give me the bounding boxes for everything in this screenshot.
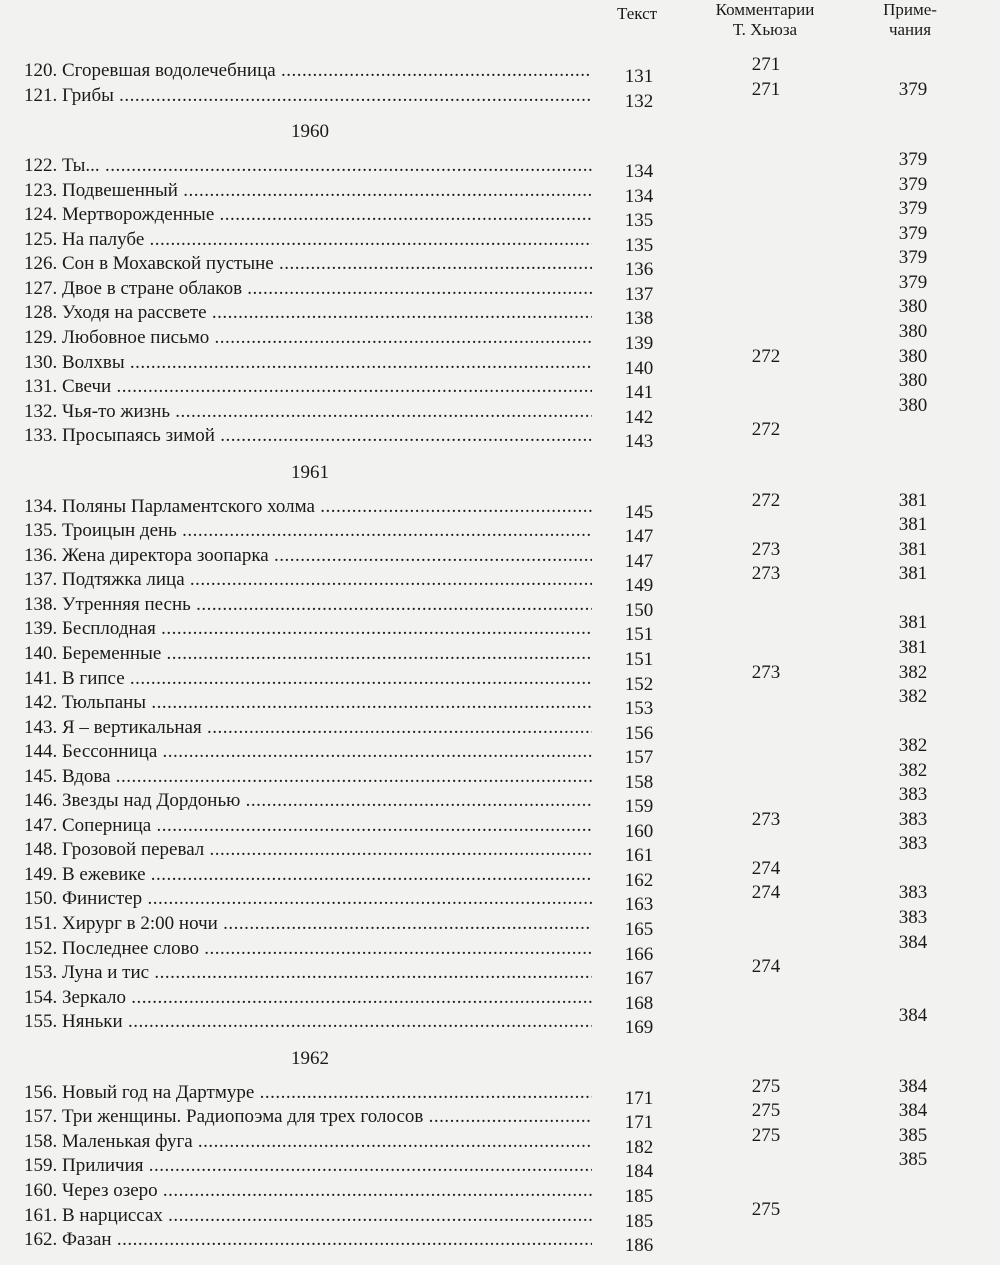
entry-title: 153. Луна и тис ..... xyxy=(24,961,592,985)
toc-entry xyxy=(0,490,1000,523)
entry-comment-page: 273 xyxy=(751,539,781,560)
entry-title: 146. Звезды над Дордонью ..... xyxy=(24,789,592,813)
entry-title: 150. Финистер ..... xyxy=(24,887,592,911)
entry-note-page: 384 xyxy=(898,1076,928,1097)
entry-comment-page: 271 xyxy=(751,79,781,100)
entry-text-page: 152 xyxy=(624,674,654,695)
entry-title: 133. Просыпаясь зимой ..... xyxy=(24,424,592,448)
entry-title: 130. Волхвы ..... xyxy=(24,351,592,375)
entry-text-page: 162 xyxy=(624,870,654,891)
toc-entry xyxy=(0,1149,1000,1182)
entry-title: 120. Сгоревшая водолечебница ..... xyxy=(24,59,592,83)
entry-comment-page: 275 xyxy=(751,1100,781,1121)
toc-entry xyxy=(0,272,1000,305)
entry-note-page: 380 xyxy=(898,395,928,416)
entry-note-page: 383 xyxy=(898,809,928,830)
header-notes-line2: чания xyxy=(888,20,932,39)
entry-note-page: 382 xyxy=(898,760,928,781)
entry-text-page: 166 xyxy=(624,944,654,965)
entry-comment-page: 273 xyxy=(751,563,781,584)
entry-title: 123. Подвешенный ..... xyxy=(24,179,592,203)
entry-title: 156. Новый год на Дартмуре ..... xyxy=(24,1081,592,1105)
entry-comment-page: 271 xyxy=(751,54,781,75)
entry-text-page: 160 xyxy=(624,821,654,842)
entry-comment-page: 275 xyxy=(751,1076,781,1097)
entry-text-page: 141 xyxy=(624,382,654,403)
header-comments-line2: Т. Хьюза xyxy=(732,20,798,39)
entry-note-page: 380 xyxy=(898,321,928,342)
toc-entry xyxy=(0,370,1000,403)
year-heading: 1960 xyxy=(291,121,329,142)
entry-note-page: 381 xyxy=(898,490,928,511)
toc-entry xyxy=(0,1005,1000,1038)
entry-text-page: 157 xyxy=(624,747,654,768)
entry-text-page: 143 xyxy=(624,431,654,452)
entry-comment-page: 274 xyxy=(751,956,781,977)
toc-entry xyxy=(0,882,1000,915)
toc-entry xyxy=(0,198,1000,231)
toc-entry xyxy=(0,932,1000,965)
entry-title: 131. Свечи ..... xyxy=(24,375,592,399)
entry-title: 137. Подтяжка лица ..... xyxy=(24,568,592,592)
entry-text-page: 145 xyxy=(624,502,654,523)
entry-title: 132. Чья-то жизнь ..... xyxy=(24,400,592,424)
toc-entry xyxy=(0,1179,1000,1207)
entry-text-page: 158 xyxy=(624,772,654,793)
entry-note-page: 384 xyxy=(898,932,928,953)
toc-entry xyxy=(0,1100,1000,1133)
entry-title: 148. Грозовой перевал ..... xyxy=(24,838,592,862)
toc-entry xyxy=(0,419,1000,452)
entry-text-page: 137 xyxy=(624,284,654,305)
entry-note-page: 383 xyxy=(898,907,928,928)
entry-text-page: 147 xyxy=(624,526,654,547)
column-header-text xyxy=(602,4,672,24)
entry-note-page: 379 xyxy=(898,223,928,244)
entry-comment-page: 274 xyxy=(751,858,781,879)
year-heading: 1961 xyxy=(291,462,329,483)
entry-title: 149. В ежевике ..... xyxy=(24,863,592,887)
toc-entry xyxy=(0,395,1000,428)
entry-title: 157. Три женщины. Радиопоэма для трех голосов ..... xyxy=(24,1105,592,1129)
entry-title: 136. Жена директора зоопарка ..... xyxy=(24,544,592,568)
entry-note-page: 379 xyxy=(898,247,928,268)
entry-note-page: 379 xyxy=(898,198,928,219)
entry-text-page: 138 xyxy=(624,308,654,329)
toc-entry xyxy=(0,1199,1000,1232)
toc-entry xyxy=(0,662,1000,695)
entry-text-page: 135 xyxy=(624,235,654,256)
toc-entry xyxy=(0,593,1000,621)
entry-title: 129. Любовное письмо ..... xyxy=(24,326,592,350)
entry-comment-page: 273 xyxy=(751,809,781,830)
entry-text-page: 182 xyxy=(624,1137,654,1158)
toc-entry xyxy=(0,79,1000,112)
entry-note-page: 381 xyxy=(898,563,928,584)
toc-entry xyxy=(0,716,1000,744)
entry-note-page: 379 xyxy=(898,79,928,100)
entry-note-page: 382 xyxy=(898,686,928,707)
entry-title: 151. Хирург в 2:00 ночи ..... xyxy=(24,912,592,936)
entry-title: 154. Зеркало ..... xyxy=(24,986,592,1010)
toc-entry xyxy=(0,223,1000,256)
entry-comment-page: 273 xyxy=(751,662,781,683)
entry-title: 138. Утренняя песнь ..... xyxy=(24,593,592,617)
column-header-comments xyxy=(690,0,840,40)
entry-note-page: 381 xyxy=(898,637,928,658)
entry-title: 126. Сон в Мохавской пустыне ..... xyxy=(24,252,592,276)
toc-entry xyxy=(0,833,1000,866)
entry-note-page: 379 xyxy=(898,174,928,195)
entry-note-page: 381 xyxy=(898,539,928,560)
entry-text-page: 132 xyxy=(624,91,654,112)
entry-note-page: 385 xyxy=(898,1149,928,1170)
toc-entry xyxy=(0,735,1000,768)
entry-note-page: 384 xyxy=(898,1005,928,1026)
entry-note-page: 385 xyxy=(898,1125,928,1146)
column-header-notes xyxy=(850,0,970,40)
entry-title: 141. В гипсе ..... xyxy=(24,667,592,691)
entry-title: 161. В нарциссах ..... xyxy=(24,1204,592,1228)
entry-note-page: 380 xyxy=(898,296,928,317)
entry-text-page: 151 xyxy=(624,624,654,645)
entry-text-page: 134 xyxy=(624,186,654,207)
entry-title: 134. Поляны Парламентского холма ..... xyxy=(24,495,592,519)
entry-title: 147. Соперница ..... xyxy=(24,814,592,838)
entry-text-page: 163 xyxy=(624,894,654,915)
header-comments-line1: Комментарии xyxy=(715,0,815,19)
toc-entry xyxy=(0,1228,1000,1256)
entry-text-page: 161 xyxy=(624,845,654,866)
entry-text-page: 139 xyxy=(624,333,654,354)
entry-text-page: 150 xyxy=(624,600,654,621)
entry-title: 158. Маленькая фуга ..... xyxy=(24,1130,592,1154)
toc-entry xyxy=(0,174,1000,207)
entry-text-page: 134 xyxy=(624,161,654,182)
entry-text-page: 171 xyxy=(624,1112,654,1133)
entry-title: 143. Я – вертикальная ..... xyxy=(24,716,592,740)
toc-entry xyxy=(0,956,1000,989)
entry-note-page: 384 xyxy=(898,1100,928,1121)
toc-entry xyxy=(0,760,1000,793)
entry-title: 139. Бесплодная ..... xyxy=(24,617,592,641)
toc-entry xyxy=(0,907,1000,940)
entry-comment-page: 272 xyxy=(751,490,781,511)
year-heading: 1962 xyxy=(291,1048,329,1069)
entry-text-page: 168 xyxy=(624,993,654,1014)
entry-text-page: 149 xyxy=(624,575,654,596)
entry-text-page: 159 xyxy=(624,796,654,817)
entry-text-page: 169 xyxy=(624,1017,654,1038)
entry-text-page: 165 xyxy=(624,919,654,940)
toc-entry xyxy=(0,637,1000,670)
toc-entry xyxy=(0,296,1000,329)
entry-title: 152. Последнее слово ..... xyxy=(24,937,592,961)
entry-title: 122. Ты... ..... xyxy=(24,154,592,178)
entry-text-page: 156 xyxy=(624,723,654,744)
toc-entry xyxy=(0,514,1000,547)
entry-note-page: 381 xyxy=(898,514,928,535)
entry-title: 160. Через озеро ..... xyxy=(24,1179,592,1203)
header-notes-line1: Приме- xyxy=(883,0,937,19)
entry-text-page: 185 xyxy=(624,1211,654,1232)
entry-text-page: 151 xyxy=(624,649,654,670)
entry-note-page: 382 xyxy=(898,662,928,683)
entry-text-page: 142 xyxy=(624,407,654,428)
entry-text-page: 140 xyxy=(624,358,654,379)
entry-comment-page: 274 xyxy=(751,882,781,903)
entry-text-page: 185 xyxy=(624,1186,654,1207)
entry-title: 144. Бессонница ..... xyxy=(24,740,592,764)
entry-note-page: 383 xyxy=(898,882,928,903)
entry-title: 145. Вдова ..... xyxy=(24,765,592,789)
entry-comment-page: 275 xyxy=(751,1199,781,1220)
entry-note-page: 380 xyxy=(898,346,928,367)
entry-title: 124. Мертворожденные ..... xyxy=(24,203,592,227)
entry-note-page: 379 xyxy=(898,149,928,170)
entry-note-page: 381 xyxy=(898,612,928,633)
toc-entry xyxy=(0,686,1000,719)
toc-entry xyxy=(0,1076,1000,1109)
entry-text-page: 153 xyxy=(624,698,654,719)
entry-text-page: 147 xyxy=(624,551,654,572)
entry-title: 155. Няньки ..... xyxy=(24,1010,592,1034)
toc-entry xyxy=(0,563,1000,596)
toc-entry xyxy=(0,858,1000,891)
entry-text-page: 186 xyxy=(624,1235,654,1256)
entry-title: 125. На палубе ..... xyxy=(24,228,592,252)
entry-title: 159. Приличия ..... xyxy=(24,1154,592,1178)
entry-title: 142. Тюльпаны ..... xyxy=(24,691,592,715)
toc-entry xyxy=(0,247,1000,280)
toc-entry xyxy=(0,54,1000,87)
toc-entry xyxy=(0,1125,1000,1158)
entry-text-page: 135 xyxy=(624,210,654,231)
entry-text-page: 136 xyxy=(624,259,654,280)
entry-note-page: 382 xyxy=(898,735,928,756)
entry-title: 162. Фазан ..... xyxy=(24,1228,592,1252)
entry-title: 140. Беременные ..... xyxy=(24,642,592,666)
toc-entry xyxy=(0,809,1000,842)
toc-entry xyxy=(0,612,1000,645)
entry-comment-page: 275 xyxy=(751,1125,781,1146)
entry-comment-page: 272 xyxy=(751,419,781,440)
entry-note-page: 379 xyxy=(898,272,928,293)
entry-text-page: 171 xyxy=(624,1088,654,1109)
toc-entry xyxy=(0,784,1000,817)
header-text-label: Текст xyxy=(616,4,658,23)
entry-note-page: 383 xyxy=(898,833,928,854)
toc-entry xyxy=(0,986,1000,1014)
entry-comment-page: 272 xyxy=(751,346,781,367)
toc-entry xyxy=(0,321,1000,354)
entry-text-page: 184 xyxy=(624,1161,654,1182)
entry-text-page: 131 xyxy=(624,66,654,87)
entry-note-page: 380 xyxy=(898,370,928,391)
entry-title: 135. Троицын день ..... xyxy=(24,519,592,543)
entry-title: 121. Грибы ..... xyxy=(24,84,592,108)
toc-entry xyxy=(0,539,1000,572)
toc-entry xyxy=(0,149,1000,182)
entry-title: 127. Двое в стране облаков ..... xyxy=(24,277,592,301)
entry-title: 128. Уходя на рассвете ..... xyxy=(24,301,592,325)
toc-entry xyxy=(0,346,1000,379)
entry-text-page: 167 xyxy=(624,968,654,989)
entry-note-page: 383 xyxy=(898,784,928,805)
